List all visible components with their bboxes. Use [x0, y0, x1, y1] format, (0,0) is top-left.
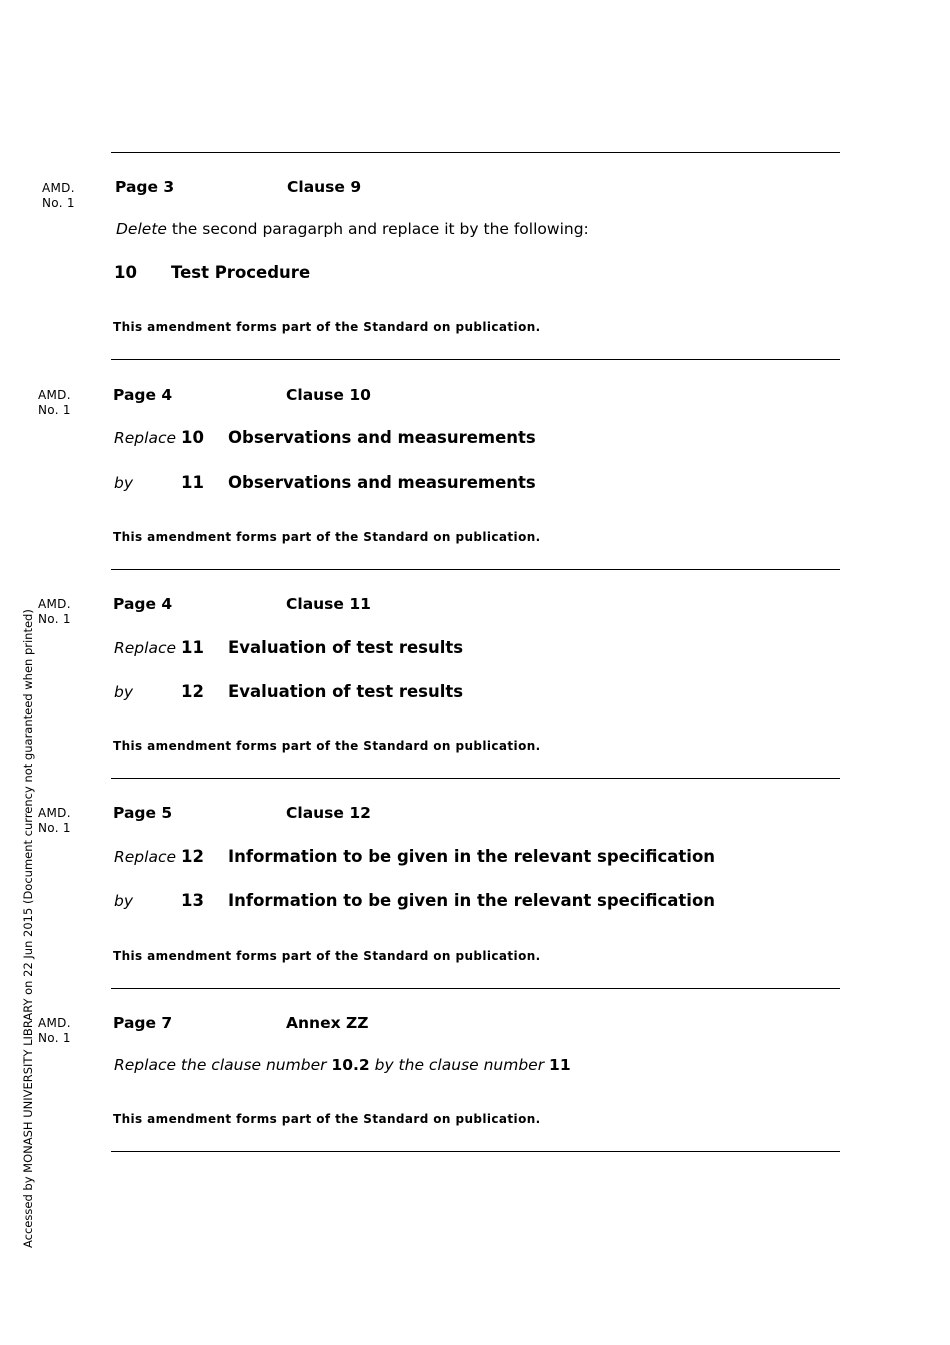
renumber-old-number: 10.2 [331, 1056, 370, 1074]
amd-marker [42, 181, 75, 211]
amd-number: No. 1 [38, 612, 71, 626]
replace-number: 11 [181, 638, 204, 657]
amd-marker [38, 597, 71, 627]
page-ref: Page 3 [115, 178, 175, 196]
publication-note: This amendment forms part of the Standard on publication. [113, 530, 541, 544]
page-ref: Page 4 [113, 386, 173, 404]
divider-rule [111, 152, 840, 153]
publication-note: This amendment forms part of the Standard on publication. [113, 739, 541, 753]
replace-label: Replace [114, 848, 177, 866]
instruction-verb: Delete [116, 220, 167, 238]
clause-ref: Annex ZZ [286, 1014, 369, 1032]
replace-label: Replace [114, 639, 177, 657]
amd-label: AMD. [38, 1016, 71, 1030]
publication-note: This amendment forms part of the Standard on publication. [113, 949, 541, 963]
divider-rule [111, 1151, 840, 1152]
renumber-instruction [114, 1056, 571, 1074]
amd-number: No. 1 [38, 1031, 71, 1045]
by-label: by [114, 892, 134, 910]
renumber-text-1: Replace the clause number [114, 1056, 327, 1074]
divider-rule [111, 778, 840, 779]
replace-text: Evaluation of test results [228, 638, 464, 657]
replace-number: 10 [181, 428, 204, 447]
amd-marker [38, 806, 71, 836]
replace-number: 12 [181, 847, 204, 866]
replace-text: Information to be given in the relevant specification [228, 847, 716, 866]
instruction-line [116, 220, 589, 238]
page-ref: Page 5 [113, 804, 173, 822]
by-label: by [114, 474, 134, 492]
renumber-text-2: by the clause number [374, 1056, 545, 1074]
publication-note: This amendment forms part of the Standard on publication. [113, 1112, 541, 1126]
by-text: Information to be given in the relevant specification [228, 891, 716, 910]
clause-ref: Clause 12 [286, 804, 371, 822]
by-text: Evaluation of test results [228, 682, 464, 701]
amd-number: No. 1 [42, 196, 75, 210]
renumber-new-number: 11 [549, 1056, 571, 1074]
divider-rule [111, 569, 840, 570]
new-heading-text: Test Procedure [171, 263, 311, 282]
amd-number: No. 1 [38, 403, 71, 417]
instruction-text: the second paragarph and replace it by the following: [171, 220, 589, 238]
amd-label: AMD. [38, 597, 71, 611]
publication-note: This amendment forms part of the Standard on publication. [113, 320, 541, 334]
amd-label: AMD. [38, 388, 71, 402]
amd-marker [38, 388, 71, 418]
divider-rule [111, 988, 840, 989]
page-ref: Page 4 [113, 595, 173, 613]
by-label: by [114, 683, 134, 701]
amd-label: AMD. [42, 181, 75, 195]
amd-label: AMD. [38, 806, 71, 820]
by-number: 12 [181, 682, 204, 701]
by-text: Observations and measurements [228, 473, 536, 492]
by-number: 13 [181, 891, 204, 910]
access-notice: Accessed by MONASH UNIVERSITY LIBRARY on 22 Jun 2015 (Document currency not guaranteed when printed) [21, 609, 35, 1248]
replace-text: Observations and measurements [228, 428, 536, 447]
replace-label: Replace [114, 429, 177, 447]
amd-marker [38, 1016, 71, 1046]
new-heading-number: 10 [114, 263, 137, 282]
clause-ref: Clause 10 [286, 386, 371, 404]
by-number: 11 [181, 473, 204, 492]
page-ref: Page 7 [113, 1014, 173, 1032]
clause-ref: Clause 11 [286, 595, 371, 613]
divider-rule [111, 359, 840, 360]
clause-ref: Clause 9 [287, 178, 362, 196]
amd-number: No. 1 [38, 821, 71, 835]
